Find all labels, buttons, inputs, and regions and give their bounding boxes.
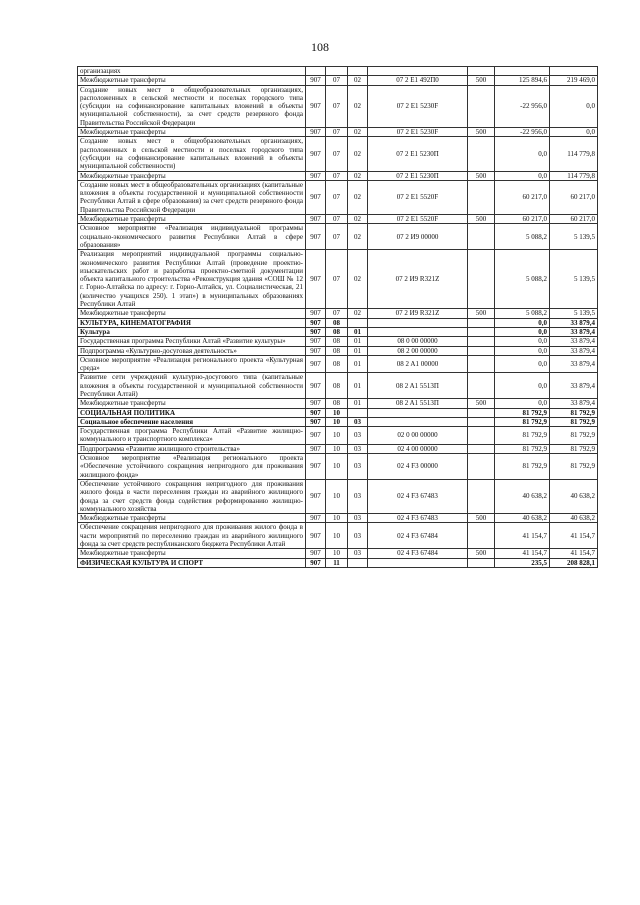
cell-section: 07 [326,128,348,137]
cell-amount-1: 125 894,6 [495,76,550,85]
cell-ved: 907 [306,523,326,549]
cell-amount-2: 60 217,0 [550,215,598,224]
cell-expense-type [468,454,495,480]
table-row [78,346,598,355]
cell-section: 10 [326,549,348,558]
cell-expense-type [468,444,495,453]
cell-name: Создание новых мест в общеобразовательных организациях, расположенных в сельской местности и поселках городского типа (субсидии на софинансирование капитальных вложений в объекты муниципальной собственности), за счет средств резервного фонда Правительства Российской Федерации [78,85,306,127]
cell-section: 08 [326,318,348,327]
cell-subsection: 02 [348,171,368,180]
cell-section: 08 [326,346,348,355]
cell-ved: 907 [306,318,326,327]
cell-amount-1: 5 088,2 [495,224,550,250]
cell-subsection: 02 [348,128,368,137]
cell-name: Межбюджетные трансферты [78,76,306,85]
cell-section: 08 [326,355,348,373]
cell-name: Социальное обеспечение населения [78,417,306,426]
cell-subsection: 03 [348,444,368,453]
cell-ved: 907 [306,408,326,417]
cell-amount-2 [550,67,598,76]
cell-expense-type: 500 [468,171,495,180]
cell-section: 07 [326,171,348,180]
cell-ved: 907 [306,337,326,346]
cell-expense-type: 500 [468,399,495,408]
cell-ved: 907 [306,399,326,408]
cell-target-article [368,417,468,426]
cell-ved: 907 [306,128,326,137]
table-row [78,180,598,214]
cell-target-article: 02 4 F3 67484 [368,549,468,558]
cell-expense-type [468,327,495,336]
table-row [78,85,598,127]
cell-target-article: 02 0 00 00000 [368,427,468,445]
cell-name: Основное мероприятие «Реализация регионального проекта «Обеспечение устойчивого сокращения непригодного для проживания жилищного фонда» [78,454,306,480]
cell-expense-type [468,346,495,355]
cell-target-article: 08 2 A1 00000 [368,355,468,373]
cell-subsection: 03 [348,549,368,558]
table-row [78,224,598,250]
cell-amount-2: 33 879,4 [550,337,598,346]
cell-amount-1: 40 638,2 [495,514,550,523]
cell-amount-2: 33 879,4 [550,355,598,373]
cell-name: Межбюджетные трансферты [78,549,306,558]
cell-expense-type: 500 [468,76,495,85]
cell-subsection [348,318,368,327]
cell-amount-1: 60 217,0 [495,215,550,224]
cell-amount-1: 81 792,9 [495,454,550,480]
cell-amount-1: 41 154,7 [495,549,550,558]
cell-amount-1: 0,0 [495,373,550,399]
cell-expense-type [468,250,495,309]
cell-amount-1: 81 792,9 [495,408,550,417]
cell-ved: 907 [306,171,326,180]
cell-target-article: 07 2 E1 492П0 [368,76,468,85]
cell-subsection: 01 [348,346,368,355]
cell-target-article [368,327,468,336]
cell-subsection: 01 [348,355,368,373]
cell-amount-2: 81 792,9 [550,417,598,426]
cell-name: Межбюджетные трансферты [78,215,306,224]
cell-target-article [368,558,468,567]
cell-amount-2: 33 879,4 [550,318,598,327]
cell-subsection: 02 [348,309,368,318]
cell-section: 07 [326,180,348,214]
cell-target-article: 07 2 И9 R321Z [368,309,468,318]
cell-amount-1: 81 792,9 [495,417,550,426]
cell-target-article: 07 2 И9 00000 [368,224,468,250]
cell-target-article: 07 2 E1 5230F [368,128,468,137]
table-row [78,309,598,318]
cell-name: Межбюджетные трансферты [78,309,306,318]
cell-subsection: 03 [348,417,368,426]
cell-ved: 907 [306,549,326,558]
cell-name: Межбюджетные трансферты [78,171,306,180]
cell-amount-2: 40 638,2 [550,514,598,523]
cell-name: СОЦИАЛЬНАЯ ПОЛИТИКА [78,408,306,417]
cell-ved: 907 [306,558,326,567]
cell-expense-type [468,408,495,417]
cell-expense-type [468,337,495,346]
table-row [78,399,598,408]
table-row [78,137,598,171]
cell-target-article [368,67,468,76]
cell-section: 10 [326,444,348,453]
cell-section: 07 [326,215,348,224]
cell-section: 08 [326,327,348,336]
cell-expense-type [468,180,495,214]
cell-ved [306,67,326,76]
table-row [78,514,598,523]
cell-target-article: 02 4 F3 00000 [368,454,468,480]
cell-amount-1: 81 792,9 [495,444,550,453]
cell-subsection: 02 [348,215,368,224]
table-row [78,171,598,180]
cell-expense-type: 500 [468,514,495,523]
table-row [78,250,598,309]
cell-amount-2: 0,0 [550,128,598,137]
cell-section: 10 [326,523,348,549]
cell-amount-2: 41 154,7 [550,523,598,549]
cell-target-article [368,408,468,417]
cell-section: 07 [326,85,348,127]
cell-name: Государственная программа Республики Алтай «Развитие жилищно-коммунального и транспортного комплекса» [78,427,306,445]
cell-name: КУЛЬТУРА, КИНЕМАТОГРАФИЯ [78,318,306,327]
table-row [78,128,598,137]
cell-ved: 907 [306,427,326,445]
cell-amount-2: 81 792,9 [550,444,598,453]
table-row [78,408,598,417]
budget-table [77,66,598,568]
cell-expense-type [468,558,495,567]
cell-amount-1: 235,5 [495,558,550,567]
cell-expense-type: 500 [468,215,495,224]
cell-subsection: 01 [348,327,368,336]
cell-amount-1: 41 154,7 [495,523,550,549]
cell-target-article: 07 2 E1 5230П [368,171,468,180]
table-row [78,454,598,480]
cell-amount-2: 208 828,1 [550,558,598,567]
cell-section: 10 [326,417,348,426]
table-row [78,327,598,336]
cell-ved: 907 [306,454,326,480]
cell-name: Основное мероприятие «Реализация регионального проекта «Культурная среда» [78,355,306,373]
cell-subsection: 03 [348,479,368,513]
cell-ved: 907 [306,444,326,453]
table-row [78,523,598,549]
cell-amount-1 [495,67,550,76]
table-row [78,417,598,426]
cell-subsection: 03 [348,454,368,480]
cell-expense-type [468,373,495,399]
cell-expense-type [468,479,495,513]
cell-section: 11 [326,558,348,567]
cell-amount-1: 0,0 [495,355,550,373]
cell-ved: 907 [306,346,326,355]
cell-amount-1: 0,0 [495,337,550,346]
cell-amount-2: 33 879,4 [550,327,598,336]
cell-name: организациях [78,67,306,76]
cell-subsection [348,408,368,417]
cell-amount-2: 41 154,7 [550,549,598,558]
cell-amount-1: 0,0 [495,399,550,408]
cell-name: Культура [78,327,306,336]
cell-subsection: 01 [348,399,368,408]
cell-name: Реализация мероприятий индивидуальной программы социально-экономического развития Республики Алтай (проведение проектно-изыскательских работ и разработка проектно-сметной документации объекта капитального строительства «Реконструкция здания «СОШ № 12 г. Горно-Алтайска по адресу: г. Горно-Алтайск, ул. Социалистическая, 21 (количество учащихся 250). 1 этап») в муниципальных образованиях Республики Алтай [78,250,306,309]
cell-target-article: 02 4 F3 67484 [368,523,468,549]
table-row [78,318,598,327]
cell-expense-type [468,355,495,373]
table-row [78,479,598,513]
cell-name: Межбюджетные трансферты [78,128,306,137]
cell-ved: 907 [306,215,326,224]
cell-amount-2: 81 792,9 [550,427,598,445]
cell-amount-1: -22 956,0 [495,85,550,127]
cell-target-article: 07 2 E1 5230F [368,85,468,127]
cell-subsection: 02 [348,85,368,127]
cell-subsection: 02 [348,250,368,309]
cell-section: 07 [326,224,348,250]
page-number: 108 [311,40,329,54]
cell-target-article: 08 0 00 00000 [368,337,468,346]
cell-ved: 907 [306,417,326,426]
cell-name: Обеспечение устойчивого сокращения непригодного для проживания жилого фонда в части переселения граждан из аварийного жилищного фонда за счет средств фонда содействия реформированию жилищно-коммунального хозяйства [78,479,306,513]
cell-section: 10 [326,514,348,523]
cell-ved: 907 [306,327,326,336]
table-row [78,355,598,373]
cell-ved: 907 [306,355,326,373]
cell-name: Межбюджетные трансферты [78,399,306,408]
cell-subsection: 02 [348,224,368,250]
cell-ved: 907 [306,224,326,250]
cell-target-article: 07 2 E1 5520F [368,180,468,214]
cell-subsection: 03 [348,427,368,445]
cell-section: 10 [326,454,348,480]
cell-amount-1: 5 088,2 [495,309,550,318]
cell-expense-type [468,224,495,250]
table-row [78,427,598,445]
cell-target-article: 08 2 A1 5513П [368,399,468,408]
table-row [78,549,598,558]
cell-amount-1: -22 956,0 [495,128,550,137]
cell-ved: 907 [306,309,326,318]
cell-ved: 907 [306,479,326,513]
cell-amount-2: 5 139,5 [550,224,598,250]
cell-amount-2: 5 139,5 [550,250,598,309]
cell-section: 07 [326,137,348,171]
cell-amount-2: 81 792,9 [550,454,598,480]
cell-amount-2: 0,0 [550,85,598,127]
cell-name: Государственная программа Республики Алтай «Развитие культуры» [78,337,306,346]
cell-subsection: 01 [348,337,368,346]
cell-amount-1: 60 217,0 [495,180,550,214]
cell-amount-2: 60 217,0 [550,180,598,214]
cell-target-article: 07 2 E1 5230П [368,137,468,171]
cell-expense-type [468,318,495,327]
cell-name: Межбюджетные трансферты [78,514,306,523]
cell-section: 08 [326,337,348,346]
cell-amount-1: 0,0 [495,346,550,355]
cell-target-article: 02 4 00 00000 [368,444,468,453]
cell-ved: 907 [306,250,326,309]
cell-name: Обеспечение сокращения непригодного для проживания жилого фонда в части мероприятий по переселению граждан из аварийного жилищного фонда за счет средств республиканского бюджета Республики Алтай [78,523,306,549]
cell-amount-2: 33 879,4 [550,373,598,399]
cell-target-article: 07 2 И9 R321Z [368,250,468,309]
cell-amount-2: 33 879,4 [550,399,598,408]
cell-name: ФИЗИЧЕСКАЯ КУЛЬТУРА И СПОРТ [78,558,306,567]
cell-target-article: 08 2 00 00000 [368,346,468,355]
cell-name: Создание новых мест в общеобразовательных организациях (капитальные вложения в объекты государственной и муниципальной собственности Республики Алтай в сфере образования) за счет средств резервного фонда Правительства Российской Федерации [78,180,306,214]
cell-amount-1: 5 088,2 [495,250,550,309]
table-row [78,215,598,224]
cell-section: 08 [326,373,348,399]
table-row [78,444,598,453]
table-row [78,76,598,85]
cell-section [326,67,348,76]
cell-subsection: 03 [348,514,368,523]
cell-name: Создание новых мест в общеобразовательных организациях, расположенных в сельской местности и поселках городского типа (субсидии на софинансирование капитальных вложений в объекты муниципальной собственности) [78,137,306,171]
cell-amount-1: 0,0 [495,327,550,336]
cell-name: Подпрограмма «Культурно-досуговая деятельность» [78,346,306,355]
cell-target-article [368,318,468,327]
cell-subsection: 02 [348,137,368,171]
cell-amount-2: 5 139,5 [550,309,598,318]
cell-subsection: 01 [348,373,368,399]
cell-ved: 907 [306,85,326,127]
cell-target-article: 02 4 F3 67483 [368,479,468,513]
cell-subsection: 02 [348,180,368,214]
cell-ved: 907 [306,76,326,85]
cell-amount-2: 219 469,0 [550,76,598,85]
cell-expense-type [468,85,495,127]
cell-expense-type [468,427,495,445]
cell-amount-1: 0,0 [495,171,550,180]
cell-expense-type: 500 [468,549,495,558]
cell-section: 10 [326,427,348,445]
cell-expense-type [468,137,495,171]
cell-section: 07 [326,309,348,318]
cell-subsection: 03 [348,523,368,549]
table-row [78,67,598,76]
cell-amount-2: 114 779,8 [550,171,598,180]
cell-subsection: 02 [348,76,368,85]
cell-amount-1: 81 792,9 [495,427,550,445]
cell-target-article: 07 2 E1 5520F [368,215,468,224]
table-row [78,373,598,399]
cell-amount-1: 40 638,2 [495,479,550,513]
cell-expense-type: 500 [468,128,495,137]
table-body [78,67,598,568]
cell-ved: 907 [306,514,326,523]
cell-amount-2: 40 638,2 [550,479,598,513]
cell-section: 07 [326,76,348,85]
cell-expense-type: 500 [468,309,495,318]
cell-expense-type [468,67,495,76]
cell-ved: 907 [306,373,326,399]
cell-section: 10 [326,479,348,513]
cell-amount-1: 0,0 [495,318,550,327]
cell-target-article: 08 2 A1 5513П [368,373,468,399]
cell-expense-type [468,417,495,426]
cell-amount-2: 33 879,4 [550,346,598,355]
cell-section: 10 [326,408,348,417]
cell-amount-2: 81 792,9 [550,408,598,417]
cell-amount-2: 114 779,8 [550,137,598,171]
cell-name: Подпрограмма «Развитие жилищного строительства» [78,444,306,453]
cell-ved: 907 [306,137,326,171]
cell-section: 08 [326,399,348,408]
cell-ved: 907 [306,180,326,214]
cell-expense-type [468,523,495,549]
cell-subsection [348,67,368,76]
cell-subsection [348,558,368,567]
table-row [78,337,598,346]
cell-target-article: 02 4 F3 67483 [368,514,468,523]
cell-amount-1: 0,0 [495,137,550,171]
cell-name: Основное мероприятие «Реализация индивидуальной программы социально-экономического развития Республики Алтай в сфере образования» [78,224,306,250]
table-row [78,558,598,567]
cell-section: 07 [326,250,348,309]
cell-name: Развитие сети учреждений культурно-досугового типа (капитальные вложения в объекты государственной и муниципальной собственности Республики Алтай) [78,373,306,399]
